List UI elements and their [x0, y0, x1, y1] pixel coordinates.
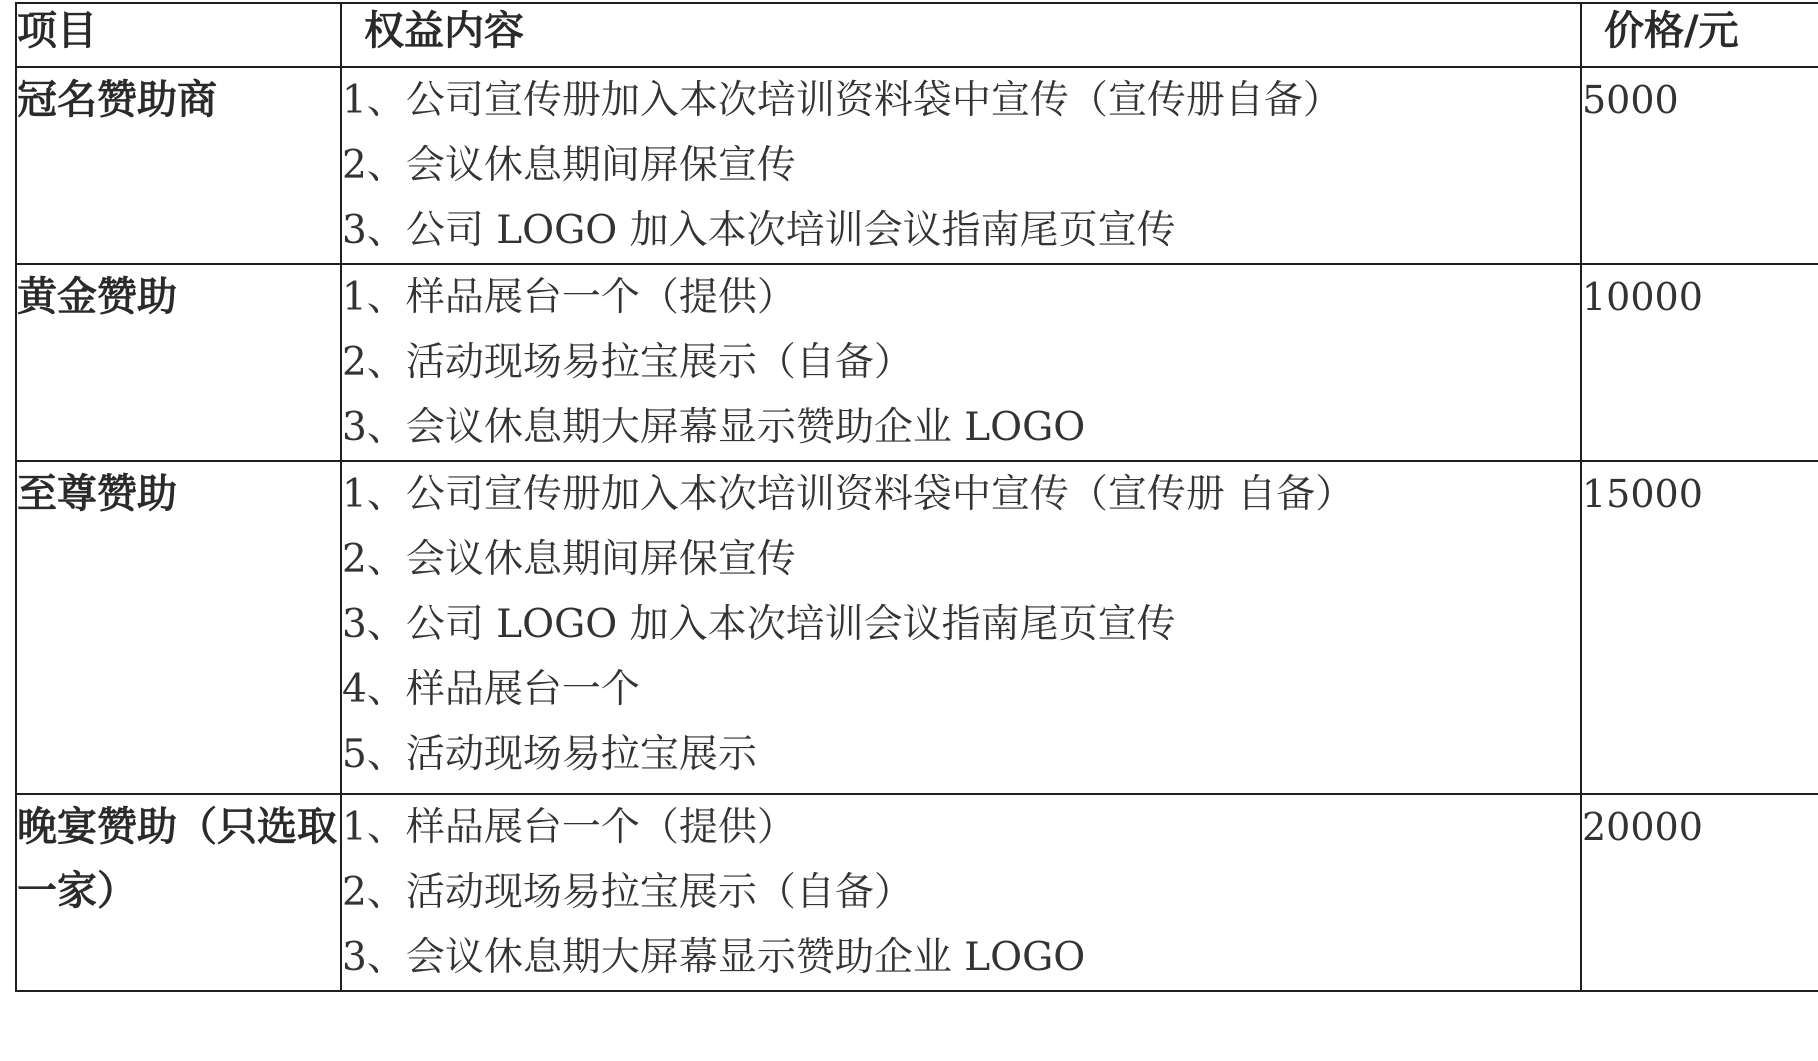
sponsor-benefits — [341, 264, 1581, 461]
benefit-line: 2、会议休息期间屏保宣传 — [342, 537, 796, 582]
benefit-line: 2、活动现场易拉宝展示（自备） — [342, 870, 913, 915]
header-benefits: 权益内容 — [341, 3, 1581, 67]
sponsor-benefits — [341, 461, 1581, 794]
benefit-line: 2、活动现场易拉宝展示（自备） — [342, 340, 913, 385]
benefit-line: 3、会议休息期大屏幕显示赞助企业 LOGO — [342, 405, 1086, 450]
sponsor-item-name: 至尊赞助 — [16, 461, 341, 794]
sponsor-price: 10000 — [1581, 264, 1818, 461]
benefit-line: 5、活动现场易拉宝展示 — [342, 732, 757, 777]
benefit-line: 3、会议休息期大屏幕显示赞助企业 LOGO — [342, 935, 1086, 980]
benefit-line: 1、公司宣传册加入本次培训资料袋中宣传（宣传册自备） — [342, 78, 1342, 123]
sponsorship-table — [15, 2, 1818, 992]
header-item: 项目 — [16, 3, 341, 67]
benefit-line: 1、公司宣传册加入本次培训资料袋中宣传（宣传册 自备） — [342, 472, 1355, 517]
table-row — [16, 794, 1818, 991]
sponsor-item-name: 冠名赞助商 — [16, 67, 341, 264]
sponsor-item-name: 黄金赞助 — [16, 264, 341, 461]
table-header-row — [16, 3, 1818, 67]
benefit-line: 2、会议休息期间屏保宣传 — [342, 143, 796, 188]
sponsorship-table-container — [15, 2, 1818, 992]
sponsor-benefits — [341, 794, 1581, 991]
benefit-line: 4、样品展台一个 — [342, 667, 640, 712]
benefit-line: 3、公司 LOGO 加入本次培训会议指南尾页宣传 — [342, 602, 1176, 647]
table-row — [16, 264, 1818, 461]
table-row — [16, 461, 1818, 794]
benefit-line: 1、样品展台一个（提供） — [342, 805, 796, 850]
benefit-line: 1、样品展台一个（提供） — [342, 275, 796, 320]
table-row — [16, 67, 1818, 264]
benefit-line: 3、公司 LOGO 加入本次培训会议指南尾页宣传 — [342, 208, 1176, 253]
sponsor-price: 15000 — [1581, 461, 1818, 794]
header-price: 价格/元 — [1581, 3, 1818, 67]
sponsor-benefits — [341, 67, 1581, 264]
sponsor-item-name: 晚宴赞助（只选取一家） — [16, 794, 341, 991]
sponsor-price: 20000 — [1581, 794, 1818, 991]
sponsor-price: 5000 — [1581, 67, 1818, 264]
